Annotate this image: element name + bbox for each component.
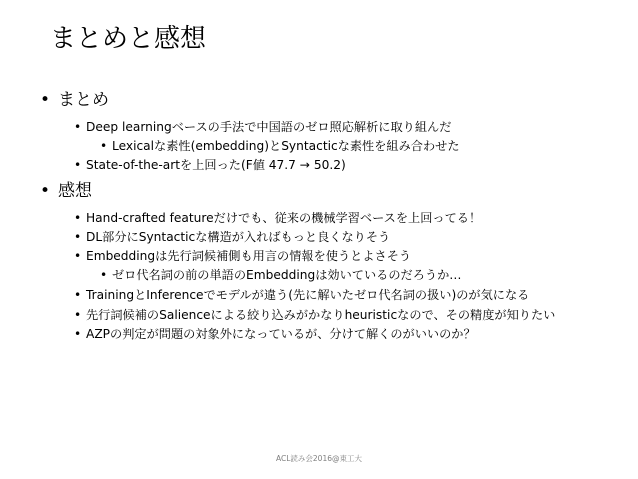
impressions-item-1: Hand-crafted featureだけでも、従来の機械学習ベースを上回ってる！ (86, 211, 482, 225)
bullet-dot: • (74, 308, 82, 322)
bullet-impressions-heading (40, 179, 620, 203)
impressions-item-3: Embeddingは先行詞候補側も用言の情報を使うとよさそう (86, 249, 412, 263)
list-item (40, 137, 620, 156)
list-item (40, 325, 620, 344)
impressions-item-7: AZPの判定が問題の対象外になっているが、分けて解くのがいいのか？ (86, 327, 476, 341)
impressions-item-6: 先行詞候補のSalienceによる絞り込みがかなりheuristicなので、その精度が知りたい (86, 308, 556, 322)
impressions-item-4: ゼロ代名詞の前の単語のEmbeddingは効いているのだろうか… (112, 268, 462, 282)
list-item (40, 228, 620, 247)
list-item (40, 285, 614, 305)
bullet-dot: • (74, 211, 82, 225)
bullet-dot: • (74, 327, 82, 341)
bullet-dot: • (74, 230, 82, 244)
bullet-dot: • (74, 158, 82, 172)
bullet-dot: • (74, 249, 82, 263)
list-item (40, 247, 620, 266)
bullet-dot: • (74, 120, 82, 134)
impressions-item-2: DL部分にSyntacticな構造が入ればもっと良くなりそう (86, 230, 391, 244)
slide-title: まとめと感想 (50, 24, 207, 54)
bullet-summary-heading (40, 88, 620, 112)
list-item (40, 209, 620, 228)
bullet-dot: • (40, 181, 51, 201)
summary-heading: まとめ (58, 90, 109, 110)
list-item (40, 118, 620, 137)
summary-item-2: Lexicalな素性(embedding)とSyntacticな素性を組み合わせた (112, 139, 460, 153)
slide-body (40, 86, 620, 344)
list-item (40, 305, 614, 325)
bullet-dot: • (100, 268, 108, 282)
bullet-dot: • (100, 139, 108, 153)
list-item (40, 266, 620, 285)
impressions-item-5: TrainingとInferenceでモデルが違う(先に解いたゼロ代名詞の扱い)のが気になる (86, 288, 530, 302)
list-item (40, 156, 620, 175)
summary-item-3: State-of-the-artを上回った(F値 47.7 → 50.2) (86, 158, 346, 172)
slide-footer: ACL読み会2016@東工大 (275, 454, 362, 463)
impressions-heading: 感想 (58, 181, 92, 201)
summary-item-1: Deep learningベースの手法で中国語のゼロ照応解析に取り組んだ (86, 120, 452, 134)
bullet-dot: • (40, 90, 51, 110)
bullet-dot: • (74, 288, 82, 302)
